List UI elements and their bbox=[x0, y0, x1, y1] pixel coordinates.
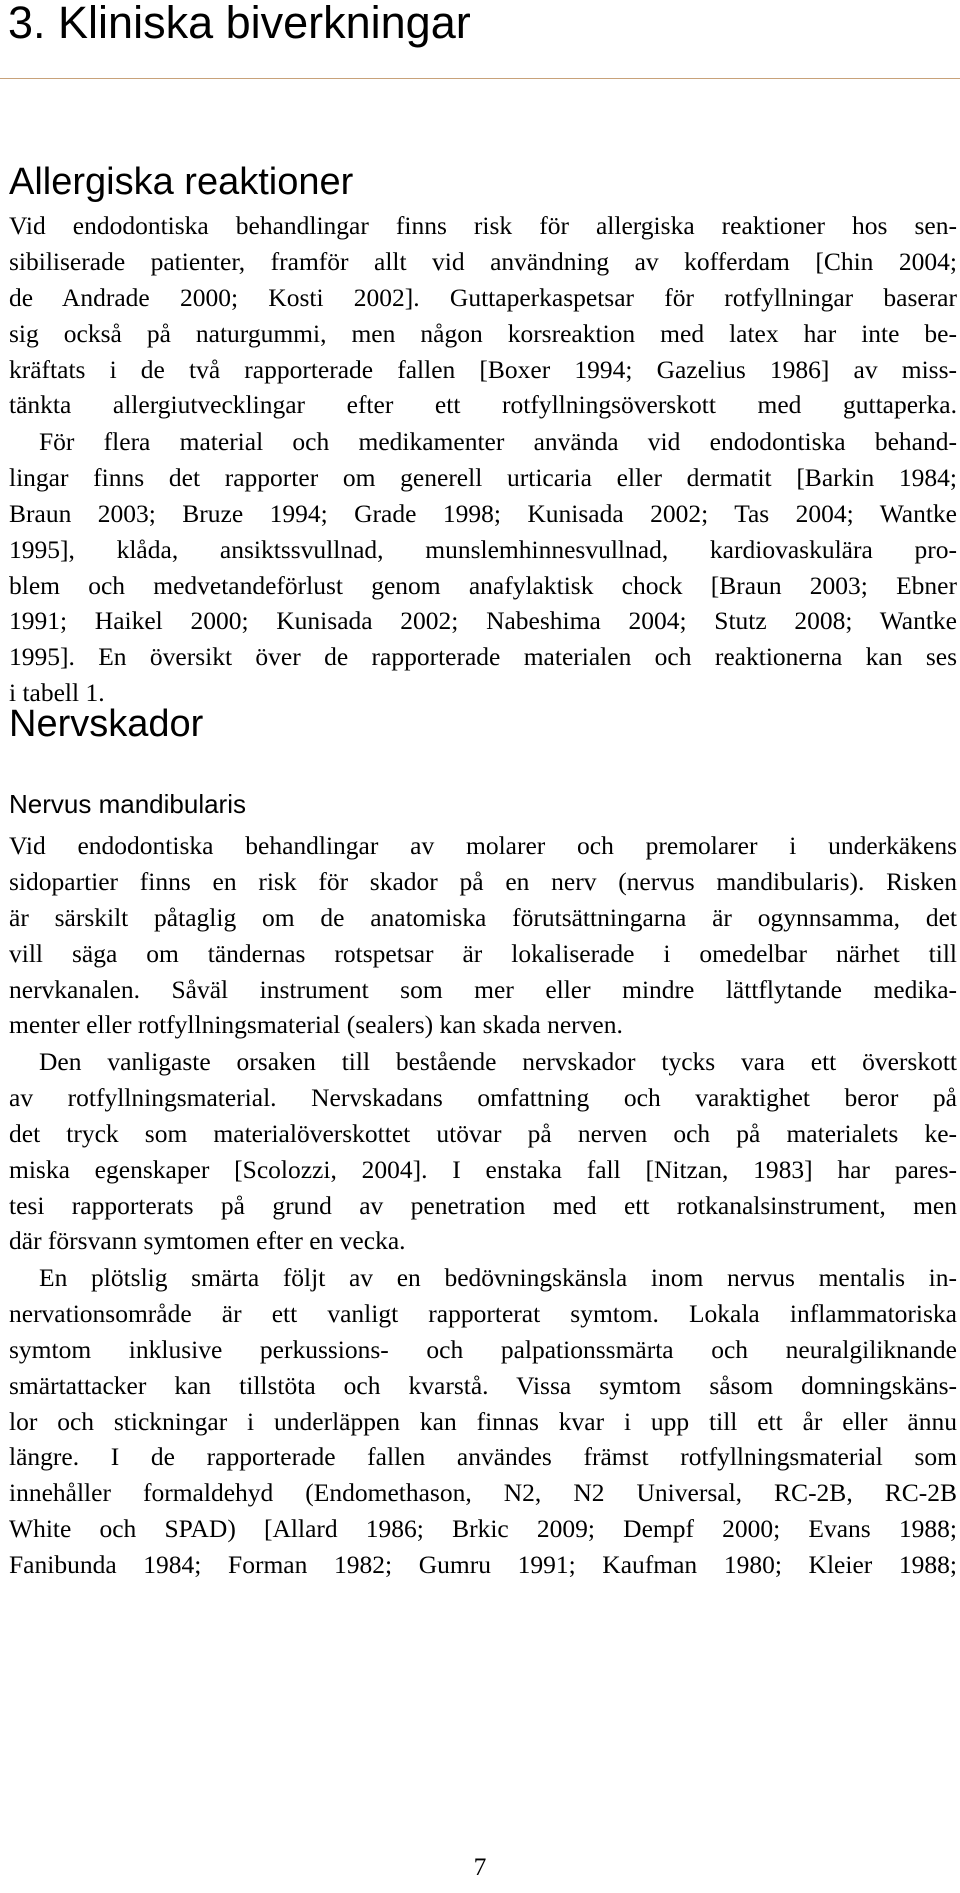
text-line: Braun 2003; Bruze 1994; Grade 1998; Kunisada 2002; Tas 2004; Wantke bbox=[9, 498, 957, 528]
text-line: blem och medvetandeförlust genom anafylaktisk chock [Braun 2003; Ebner bbox=[9, 570, 957, 600]
section-heading-allergic-reactions: Allergiska reaktioner bbox=[9, 161, 354, 203]
text-line: lor och stickningar i underläppen kan finnas kvar i upp till ett år eller ännu bbox=[9, 1406, 957, 1436]
section-heading-nerve-damage: Nervskador bbox=[9, 703, 204, 745]
text-line: innehåller formaldehyd (Endomethason, N2, N2 Universal, RC-2B, RC-2B bbox=[9, 1478, 957, 1508]
text-line: symtom inklusive perkussions- och palpationssmärta och neuralgiliknande bbox=[9, 1334, 957, 1364]
text-line: i tabell 1. bbox=[9, 678, 105, 708]
text-line: 1995], klåda, ansiktssvullnad, munslemhinnesvullnad, kardiovaskulära pro- bbox=[9, 534, 957, 564]
text-line: nervationsområde är ett vanligt rapporterat symtom. Lokala inflammatoriska bbox=[9, 1298, 957, 1328]
text-line: 1995]. En översikt över de rapporterade materialen och reaktionerna kan ses bbox=[9, 642, 957, 672]
text-line: En plötslig smärta följt av en bedövningskänsla inom nervus mentalis in- bbox=[39, 1263, 957, 1292]
text-line: sibiliserade patienter, framför allt vid användning av kofferdam [Chin 2004; bbox=[9, 246, 957, 276]
text-line: menter eller rotfyllningsmaterial (sealers) kan skada nerven. bbox=[9, 1010, 623, 1040]
allergy-paragraph-2 bbox=[9, 424, 957, 711]
text-line: Vid endodontiska behandlingar finns risk för allergiska reaktioner hos sen- bbox=[9, 211, 957, 240]
text-line: vill säga om tändernas rotspetsar är lokaliserade i omedelbar närhet till bbox=[9, 938, 957, 968]
text-line: kräftats i de två rapporterade fallen [Boxer 1994; Gazelius 1986] av miss- bbox=[9, 354, 957, 384]
text-line: Fanibunda 1984; Forman 1982; Gumru 1991; Kaufman 1980; Kleier 1988; bbox=[9, 1550, 957, 1580]
nerve-paragraph-1 bbox=[9, 828, 957, 1043]
text-line: längre. I de rapporterade fallen användes främst rotfyllningsmaterial som bbox=[9, 1442, 957, 1472]
text-line: sig också på naturgummi, men någon korsreaktion med latex har inte be- bbox=[9, 318, 957, 348]
text-line: sidopartier finns en risk för skador på en nerv (nervus mandibularis). Risken bbox=[9, 866, 957, 896]
header-rule bbox=[0, 78, 960, 79]
subsection-heading-nervus-mandibularis: Nervus mandibularis bbox=[9, 789, 246, 819]
text-line: White och SPAD) [Allard 1986; Brkic 2009; Dempf 2000; Evans 1988; bbox=[9, 1514, 957, 1544]
text-line: För flera material och medikamenter använda vid endodontiska behand- bbox=[39, 427, 957, 456]
text-line: där försvann symtomen efter en vecka. bbox=[9, 1226, 406, 1256]
nerve-paragraph-2 bbox=[9, 1044, 957, 1259]
text-line: lingar finns det rapporter om generell urticaria eller dermatit [Barkin 1984; bbox=[9, 462, 957, 492]
text-line: nervkanalen. Såväl instrument som mer eller mindre lättflytande medika- bbox=[9, 974, 957, 1004]
chapter-title: 3. Kliniska biverkningar bbox=[8, 0, 471, 48]
text-line: tänkta allergiutvecklingar efter ett rotfyllningsöverskott med guttaperka. bbox=[9, 390, 957, 420]
text-line: smärtattacker kan tillstöta och kvarstå. Vissa symtom såsom domningskäns- bbox=[9, 1370, 957, 1400]
text-line: är särskilt påtaglig om de anatomiska förutsättningarna är ogynnsamma, det bbox=[9, 902, 957, 932]
allergy-paragraph-1 bbox=[9, 208, 957, 423]
text-line: miska egenskaper [Scolozzi, 2004]. I enstaka fall [Nitzan, 1983] har pares- bbox=[9, 1154, 957, 1184]
text-line: 1991; Haikel 2000; Kunisada 2002; Nabeshima 2004; Stutz 2008; Wantke bbox=[9, 606, 957, 636]
text-line: Vid endodontiska behandlingar av molarer och premolarer i underkäkens bbox=[9, 831, 957, 860]
text-line: de Andrade 2000; Kosti 2002]. Guttaperkaspetsar för rotfyllningar baserar bbox=[9, 282, 957, 312]
text-line: av rotfyllningsmaterial. Nervskadans omfattning och varaktighet beror på bbox=[9, 1082, 957, 1112]
text-line: tesi rapporterats på grund av penetration med ett rotkanalsinstrument, men bbox=[9, 1190, 957, 1220]
text-line: det tryck som materialöverskottet utövar på nerven och på materialets ke- bbox=[9, 1118, 957, 1148]
page-number: 7 bbox=[473, 1852, 487, 1881]
nerve-paragraph-3 bbox=[9, 1260, 957, 1583]
text-line: Den vanligaste orsaken till bestående nervskador tycks vara ett överskott bbox=[39, 1047, 957, 1076]
